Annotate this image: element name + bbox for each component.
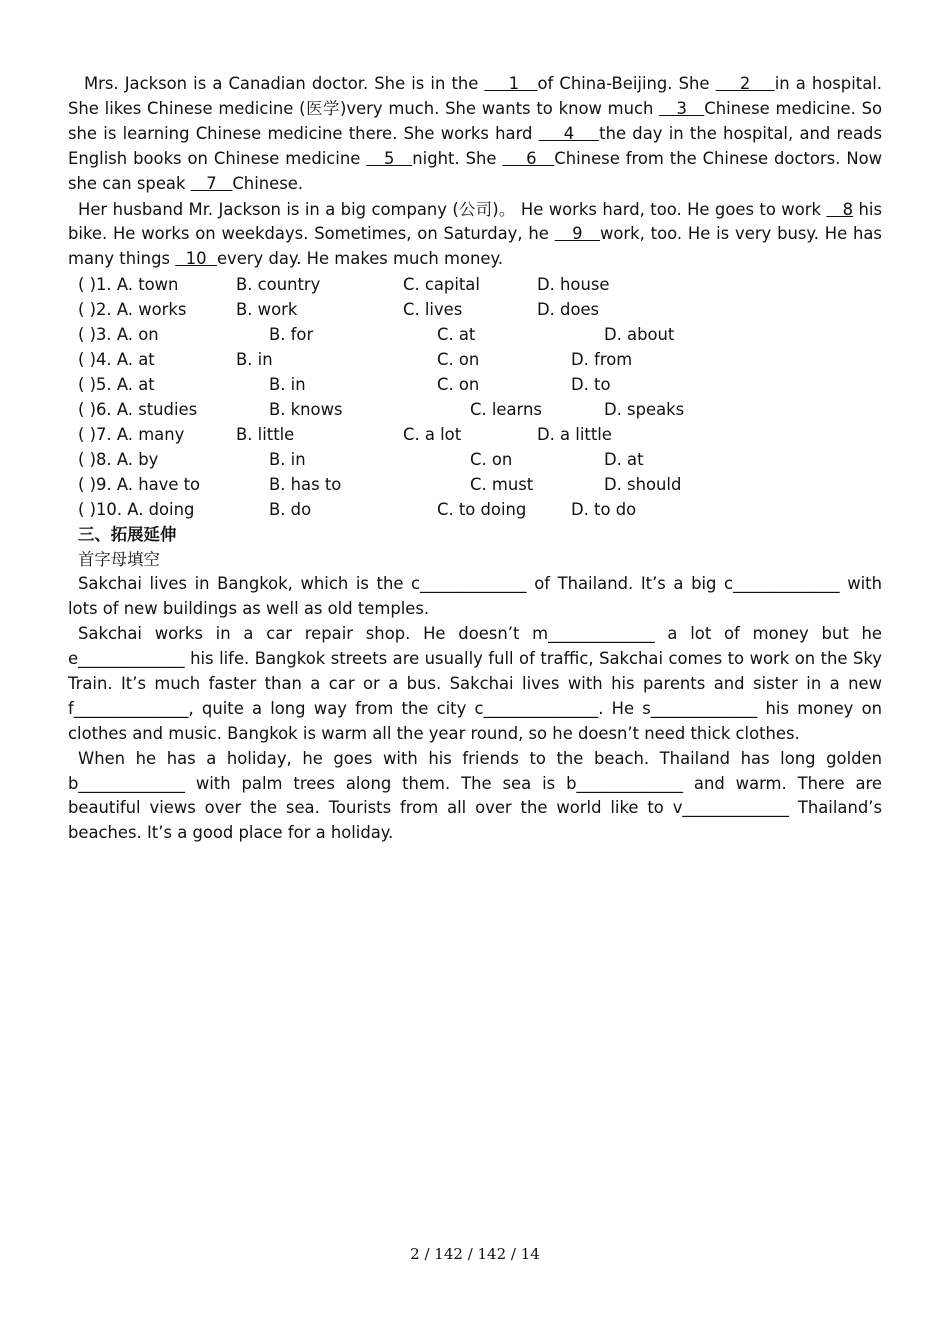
question-stem: ( )9. A. have to	[78, 475, 201, 495]
option-b: B. in	[236, 350, 273, 370]
text-span: Chinese.	[232, 173, 304, 193]
cloze-paragraph-1: Sakchai lives in Bangkok, which is the c_____________ of Thailand. It’s a big c_____________ with lots of new buildings as well as old temples.	[68, 574, 882, 619]
text-span: work, too. He is very busy. He has many things	[68, 224, 882, 269]
text-span: Her husband Mr. Jackson is in a big company (公司)。 He works hard, too. He goes to work	[78, 199, 827, 219]
text-span: Chinese medicine. So she is learning Chinese medicine there. She works hard	[68, 98, 882, 143]
option-c: C. learns	[470, 400, 542, 420]
text-span: Chinese from the Chinese doctors. Now she can speak	[68, 148, 883, 193]
option-b: B. in	[269, 450, 306, 470]
text-span: Mrs. Jackson is a Canadian doctor. She is in the	[84, 74, 485, 93]
question-stem: ( )1. A. town	[78, 275, 179, 295]
cloze-paragraph-3: When he has a holiday, he goes with his friends to the beach. Thailand has long golden b_____________ with palm trees along them. The sea is b_____________ and warm. There are beautiful views over the sea. Tourists from all over the world like to v_____________ Thailand’s beaches. It’s a good place for a holiday.	[68, 748, 882, 843]
question-row-6	[68, 397, 882, 422]
blank-1: 1	[484, 74, 538, 93]
option-d: D. to do	[571, 500, 637, 520]
question-stem: ( )10. A. doing	[78, 500, 195, 520]
question-stem: ( )6. A. studies	[78, 400, 198, 420]
question-stem: ( )5. A. at	[78, 375, 155, 395]
text-span: night. She	[412, 148, 503, 168]
question-stem: ( )2. A. works	[78, 300, 187, 320]
question-stem: ( )4. A. at	[78, 350, 155, 370]
blank-10: 10	[175, 249, 217, 269]
question-row-7	[68, 422, 882, 447]
option-b: B. for	[269, 325, 314, 345]
option-c: C. on	[470, 450, 513, 470]
blank-7: 7	[190, 173, 233, 193]
blank-5: 5	[366, 148, 413, 168]
option-c: C. to doing	[437, 500, 527, 520]
page-footer: 2 / 142 / 142 / 14	[410, 1245, 540, 1263]
question-row-2	[68, 297, 882, 322]
option-c: C. at	[437, 325, 476, 345]
option-b: B. do	[269, 500, 312, 520]
question-row-9	[68, 472, 882, 497]
question-row-10	[68, 497, 882, 522]
option-b: B. country	[236, 275, 321, 295]
blank-6: 6	[502, 148, 555, 168]
question-stem: ( )3. A. on	[78, 325, 159, 345]
question-row-5	[68, 372, 882, 397]
blank-9: 9	[554, 224, 600, 244]
option-c: C. capital	[403, 275, 480, 295]
option-d: D. house	[537, 275, 610, 295]
option-c: C. must	[470, 475, 534, 495]
question-row-4	[68, 347, 882, 372]
blank-4: 4	[538, 123, 600, 143]
cloze-paragraph-2: Sakchai works in a car repair shop. He doesn’t m_____________ a lot of money but he e_____________ his life. Bangkok streets are usually full of traffic, Sakchai comes to work on the Sky Train. It’s much faster than a car or a bus. Sakchai lives with his parents and sister in a new f______________, quite a long way from the city c______________. He s_____________ his money on clothes and music. Bangkok is warm all the year round, so he doesn’t need thick clothes.	[68, 624, 882, 743]
option-d: D. to	[571, 375, 611, 395]
option-d: D. does	[537, 300, 600, 320]
option-b: B. little	[236, 425, 295, 445]
blank-8: 8	[826, 199, 854, 219]
option-b: B. has to	[269, 475, 342, 495]
question-row-3	[68, 322, 882, 347]
option-d: D. speaks	[604, 400, 685, 420]
blank-2: 2	[715, 74, 775, 93]
worksheet-page	[68, 72, 882, 846]
option-b: B. in	[269, 375, 306, 395]
option-c: C. lives	[403, 300, 463, 320]
text-span: every day. He makes much money.	[216, 249, 504, 269]
option-c: C. on	[437, 375, 480, 395]
blank-3: 3	[659, 98, 705, 118]
option-d: D. a little	[537, 425, 612, 445]
multiple-choice-list	[68, 272, 882, 522]
option-c: C. a lot	[403, 425, 462, 445]
question-stem: ( )8. A. by	[78, 450, 159, 470]
section-heading: 三、拓展延伸	[78, 525, 177, 545]
option-d: D. from	[571, 350, 633, 370]
text-span: his bike. He works on weekdays. Sometimes, on Saturday, he	[68, 199, 882, 244]
option-c: C. on	[437, 350, 480, 370]
text-span: of China-Beijing. She	[537, 74, 716, 93]
question-stem: ( )7. A. many	[78, 425, 185, 445]
text-span: in a hospital. She likes Chinese medicine (医学)very much. She wants to know much	[68, 74, 882, 118]
passage-paragraph-1	[68, 72, 882, 197]
option-d: D. at	[604, 450, 644, 470]
option-d: D. about	[604, 325, 675, 345]
passage-paragraph-2	[68, 198, 882, 273]
section-subheading: 首字母填空	[78, 550, 160, 570]
option-b: B. work	[236, 300, 298, 320]
question-row-8	[68, 447, 882, 472]
option-d: D. should	[604, 475, 682, 495]
question-row-1	[68, 272, 882, 297]
option-b: B. knows	[269, 400, 343, 420]
text-span: the day in the hospital, and reads English books on Chinese medicine	[68, 123, 882, 168]
